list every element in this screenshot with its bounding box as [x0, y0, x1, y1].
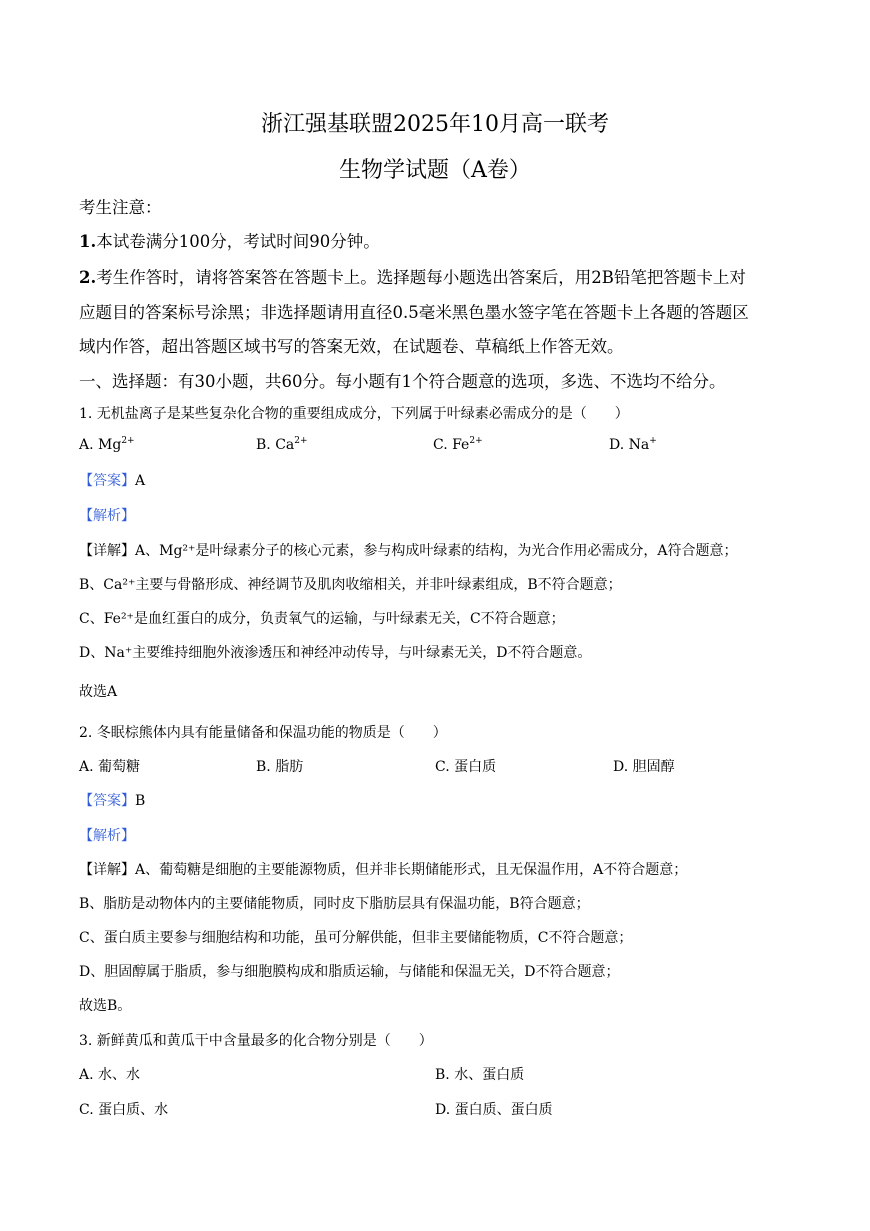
section-heading: 一、选择题：有30小题，共60分。每小题有1个符合题意的选项，多选、不选均不给分。 — [79, 372, 726, 391]
notice-item-1 — [79, 228, 380, 252]
detail-tag: 【详解】 — [79, 862, 135, 878]
question-3-option-d: D. 蛋白质、蛋白质 — [435, 1102, 553, 1118]
question-1-conclusion: 故选A — [79, 684, 118, 700]
question-3-option-b: B. 水、蛋白质 — [435, 1067, 525, 1083]
question-1-detail-4: D、Na⁺主要维持细胞外液渗透压和神经冲动传导，与叶绿素无关，D不符合题意。 — [79, 645, 592, 661]
question-1-option-a: A. $Mg^{2+}$ — [79, 436, 135, 453]
question-2-option-d: D. 胆固醇 — [613, 759, 675, 775]
question-1-detail-1: 【详解】A、Mg²⁺是叶绿素分子的核心元素，参与构成叶绿素的结构，为光合作用必需成分，A符合题意； — [79, 543, 738, 559]
question-3-option-c: C. 蛋白质、水 — [79, 1102, 169, 1118]
question-1-answer — [79, 470, 145, 490]
notice-item-2 — [79, 264, 746, 288]
question-2-detail-1: 【详解】A、葡萄糖是细胞的主要能源物质，但并非长期储能形式，且无保温作用，A不符合题意； — [79, 862, 688, 878]
question-3-option-a: A. 水、水 — [79, 1067, 141, 1083]
question-1-stem: 1. 无机盐离子是某些复杂化合物的重要组成成分，下列属于叶绿素必需成分的是（ ） — [79, 406, 629, 422]
notice-item-2-line-3: 域内作答，超出答题区域书写的答案无效，在试题卷、草稿纸上作答无效。 — [79, 337, 624, 356]
question-1-detail-3: C、Fe²⁺是血红蛋白的成分，负责氧气的运输，与叶绿素无关，C不符合题意； — [79, 611, 565, 627]
question-2-analysis-tag: 【解析】 — [79, 828, 135, 844]
answer-value: B — [135, 793, 146, 809]
detail-tag: 【详解】 — [79, 543, 135, 559]
answer-value: A — [135, 473, 146, 489]
question-2-detail-3: C、蛋白质主要参与细胞结构和功能，虽可分解供能，但非主要储能物质，C不符合题意； — [79, 930, 633, 946]
question-1-option-c: C. $Fe^{2+}$ — [433, 436, 483, 453]
question-1-option-b: B. $Ca^{2+}$ — [256, 436, 308, 453]
notice-item-1-text: 本试卷满分100分，考试时间90分钟。 — [96, 232, 380, 251]
notice-item-2-number: 2. — [79, 268, 97, 287]
page-subtitle: 生物学试题（A卷） — [339, 158, 531, 183]
answer-tag: 【答案】 — [79, 793, 135, 809]
question-2-conclusion: 故选B。 — [79, 998, 132, 1014]
question-1-option-d: D. Na+ — [609, 436, 657, 453]
answer-tag: 【答案】 — [79, 473, 135, 489]
question-2-detail-2: B、脂肪是动物体内的主要储能物质，同时皮下脂肪层具有保温功能，B符合题意； — [79, 896, 590, 912]
question-2-stem: 2. 冬眠棕熊体内具有能量储备和保温功能的物质是（ ） — [79, 725, 447, 741]
notice-item-2-line-1: 考生作答时，请将答案答在答题卡上。选择题每小题选出答案后，用2B铅笔把答题卡上对 — [96, 268, 746, 287]
question-2-answer — [79, 790, 145, 810]
notice-heading: 考生注意： — [79, 198, 162, 217]
question-1-detail-2: B、Ca²⁺主要与骨骼形成、神经调节及肌肉收缩相关，并非叶绿素组成，B不符合题意； — [79, 577, 622, 593]
question-3-stem: 3. 新鲜黄瓜和黄瓜干中含量最多的化合物分别是（ ） — [79, 1033, 433, 1049]
page-title: 浙江强基联盟2025年10月高一联考 — [261, 112, 609, 137]
question-2-detail-4: D、胆固醇属于脂质，参与细胞膜构成和脂质运输，与储能和保温无关，D不符合题意； — [79, 964, 620, 980]
question-2-option-c: C. 蛋白质 — [435, 759, 497, 775]
notice-item-2-line-2: 应题目的答案标号涂黑；非选择题请用直径0.5毫米黑色墨水签字笔在答题卡上各题的答题区 — [79, 303, 749, 322]
question-1-analysis-tag: 【解析】 — [79, 508, 135, 524]
question-2-option-b: B. 脂肪 — [256, 759, 304, 775]
notice-item-1-number: 1. — [79, 232, 97, 251]
question-2-option-a: A. 葡萄糖 — [79, 759, 141, 775]
